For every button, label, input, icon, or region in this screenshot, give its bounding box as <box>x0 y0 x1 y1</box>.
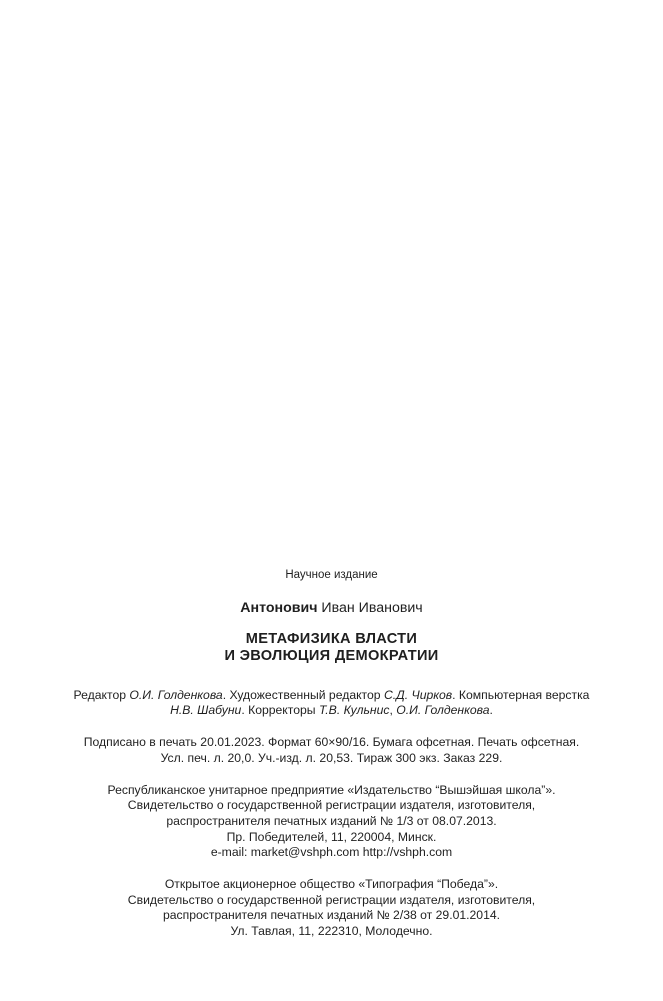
credits-block <box>0 688 663 719</box>
book-title <box>0 631 663 666</box>
author-given-names: Иван Иванович <box>321 599 423 616</box>
print-info-line-2: Усл. печ. л. 20,0. Уч.-изд. л. 20,53. Тираж 300 экз. Заказ 229. <box>160 750 503 765</box>
edition-type: Научное издание <box>285 569 378 581</box>
publisher-line-3: распространителя печатных изданий № 1/3 от 08.07.2013. <box>166 813 497 828</box>
credits-end: . <box>489 703 493 718</box>
credits-line-1 <box>0 688 663 719</box>
proof-separator: , <box>389 703 397 718</box>
layout-label: . Компьютерная верстка <box>452 687 590 702</box>
art-editor-label: . Художественный редактор <box>222 687 384 702</box>
publisher-contacts: e-mail: market@vshph.com http://vshph.com <box>210 845 453 860</box>
publisher-line-1: Республиканское унитарное предприятие «Издательство “Вышэйшая школа”». <box>107 782 556 797</box>
imprint-block <box>0 568 663 940</box>
publisher-line-2: Свидетельство о государственной регистрации издателя, изготовителя, <box>127 798 536 813</box>
author-name <box>0 599 663 617</box>
printer-line-3: распространителя печатных изданий № 2/38 от 29.01.2014. <box>162 908 501 923</box>
printer-line-4: Ул. Тавлая, 11, 222310, Молодечно. <box>230 924 433 939</box>
publisher-line-4: Пр. Победителей, 11, 220004, Минск. <box>226 829 437 844</box>
art-editor-name: С.Д. Чирков <box>383 687 453 702</box>
layout-name: Н.В. Шабуни <box>170 703 242 718</box>
publisher-block <box>0 783 663 862</box>
printer-line-2: Свидетельство о государственной регистрации издателя, изготовителя, <box>127 892 536 907</box>
editor-name: О.И. Голденкова <box>129 687 223 702</box>
book-title-line-2: И ЭВОЛЮЦИЯ ДЕМОКРАТИИ <box>224 648 439 665</box>
print-info-line-1: Подписано в печать 20.01.2023. Формат 60×90/16. Бумага офсетная. Печать офсетная. <box>83 735 580 750</box>
proof-label: . Корректоры <box>241 703 319 718</box>
editor-label: Редактор <box>73 687 130 702</box>
printer-block <box>0 877 663 940</box>
proofreader-1-name: Т.В. Кульнис <box>318 703 390 718</box>
author-surname: Антонович <box>240 599 318 616</box>
proofreader-2-name: О.И. Голденкова <box>396 703 490 718</box>
print-info-block <box>0 735 663 766</box>
book-title-line-1: МЕТАФИЗИКА ВЛАСТИ <box>245 630 418 647</box>
printer-line-1: Открытое акционерное общество «Типография “Победа”». <box>164 877 499 892</box>
